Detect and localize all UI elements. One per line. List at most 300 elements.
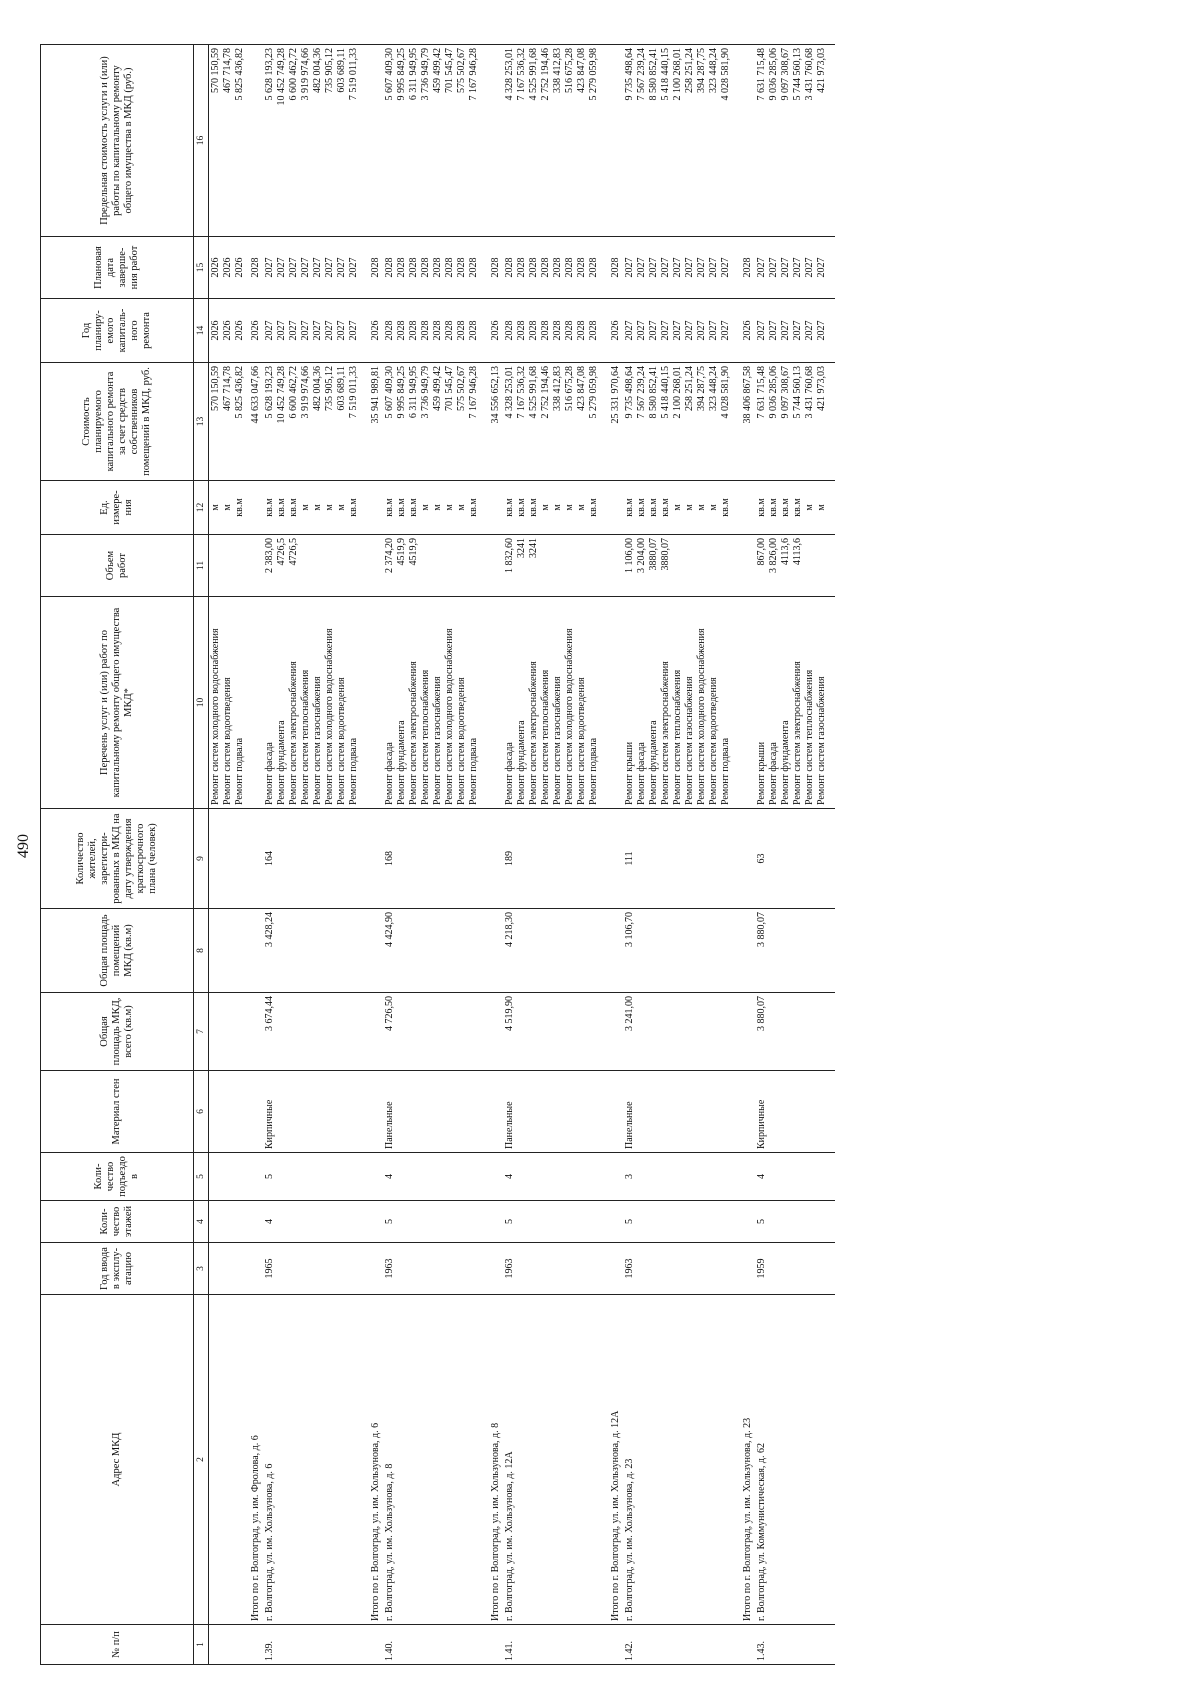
unit-value: кв.м bbox=[660, 498, 671, 517]
date-value-cell bbox=[503, 237, 601, 299]
date-value: 2027 bbox=[816, 257, 827, 278]
year-value: 2027 bbox=[816, 320, 827, 341]
column-header: Плановая дата заверше-ния работ bbox=[41, 237, 194, 299]
volume-value bbox=[432, 538, 444, 593]
work-item-cell bbox=[755, 597, 829, 809]
unit-value: м bbox=[576, 504, 587, 511]
work-item: Ремонт фасада bbox=[264, 742, 275, 805]
work-item: Ремонт систем водоотведения bbox=[708, 677, 719, 805]
area-total: 3 241,00 bbox=[623, 993, 733, 1071]
column-header: Год ввода в эксплу-атацию bbox=[41, 1243, 194, 1295]
work-item: Ремонт систем теплоснабжения bbox=[420, 669, 431, 805]
work-item: Ремонт систем холодного водоснабжения bbox=[696, 628, 707, 805]
entrances: 4 bbox=[755, 1153, 829, 1201]
total-date: 2028 bbox=[739, 237, 755, 299]
empty-cell bbox=[247, 1071, 263, 1153]
unit-value: кв.м bbox=[504, 498, 515, 517]
date-value-cell bbox=[623, 237, 733, 299]
area-rooms: 3 880,07 bbox=[755, 909, 829, 993]
limit-value: 3 431 760,68 bbox=[804, 48, 815, 101]
date-value: 2028 bbox=[420, 257, 431, 278]
unit-value: кв.м bbox=[384, 498, 395, 517]
date-value: 2027 bbox=[696, 257, 707, 278]
work-item: Ремонт систем электроснабжения bbox=[288, 661, 299, 805]
house-row bbox=[263, 45, 361, 1665]
unit-value: м bbox=[324, 504, 335, 511]
empty-cell bbox=[367, 1243, 383, 1295]
empty-cell bbox=[607, 45, 623, 237]
empty-cell bbox=[739, 909, 755, 993]
year-value-cell bbox=[755, 299, 829, 363]
unit-value: кв.м bbox=[648, 498, 659, 517]
work-item-cell bbox=[623, 597, 733, 809]
year-value: 2028 bbox=[540, 320, 551, 341]
unit-value: кв.м bbox=[636, 498, 647, 517]
cost-value: 5 744 560,13 bbox=[792, 366, 803, 419]
year-value: 2027 bbox=[324, 320, 335, 341]
date-value: 2028 bbox=[576, 257, 587, 278]
total-row bbox=[247, 45, 263, 1665]
empty-cell bbox=[829, 809, 835, 909]
limit-value: 5 825 436,82 bbox=[234, 48, 245, 101]
column-header: Общая площадь МКД, всего (кв.м) bbox=[41, 993, 194, 1071]
volume-value: 4726,5 bbox=[276, 538, 287, 566]
capital-repair-table bbox=[40, 44, 835, 1665]
total-year: 2026 bbox=[367, 299, 383, 363]
total-label: Итого по г. Волгоград, ул. им. Хользунова, д. 12А bbox=[607, 1295, 623, 1625]
cost-value: 423 847,08 bbox=[576, 366, 587, 411]
entrances: 5 bbox=[263, 1153, 361, 1201]
column-number: 13 bbox=[194, 363, 209, 481]
date-value: 2027 bbox=[780, 257, 791, 278]
limit-value-cell bbox=[503, 45, 601, 237]
column-header: Стоимость планируемого капитального ремонта за счет средств собственников помещений в МКД, руб. bbox=[41, 363, 194, 481]
limit-value: 7 631 715,48 bbox=[756, 48, 767, 101]
limit-value: 3 919 974,66 bbox=[300, 48, 311, 101]
cost-value: 459 499,42 bbox=[432, 366, 443, 411]
volume-value bbox=[816, 538, 828, 593]
total-cost: 35 941 989,81 bbox=[367, 363, 383, 481]
column-number: 5 bbox=[194, 1153, 209, 1201]
date-value: 2027 bbox=[636, 257, 647, 278]
total-cost: 34 556 652,13 bbox=[487, 363, 503, 481]
unit-value: кв.м bbox=[276, 498, 287, 517]
empty-cell bbox=[367, 45, 383, 237]
year-value: 2028 bbox=[576, 320, 587, 341]
limit-value: 7 519 011,33 bbox=[348, 48, 359, 101]
wall-material: Панельные bbox=[383, 1071, 481, 1153]
date-value: 2027 bbox=[336, 257, 347, 278]
empty-cell bbox=[247, 1625, 263, 1665]
area-rooms: 4 424,90 bbox=[383, 909, 481, 993]
volume-value: 3241 bbox=[528, 538, 539, 558]
house-row bbox=[623, 45, 733, 1665]
date-value: 2027 bbox=[648, 257, 659, 278]
area-rooms: 3 428,24 bbox=[263, 909, 361, 993]
work-item: Ремонт фасада bbox=[384, 742, 395, 805]
cost-value: 338 412,83 bbox=[552, 366, 563, 411]
limit-value: 7 167 536,32 bbox=[516, 48, 527, 101]
column-number: 6 bbox=[194, 1071, 209, 1153]
total-date: 2028 bbox=[247, 237, 263, 299]
empty-cell bbox=[367, 993, 383, 1071]
unit-value-cell bbox=[263, 481, 361, 535]
empty-cell bbox=[829, 1295, 835, 1625]
unit-value: м bbox=[684, 504, 695, 511]
date-value: 2027 bbox=[792, 257, 803, 278]
cost-value: 701 545,47 bbox=[444, 366, 455, 411]
cost-value: 3 431 760,68 bbox=[804, 366, 815, 419]
limit-value: 575 502,67 bbox=[456, 48, 467, 93]
house-row bbox=[503, 45, 601, 1665]
work-item: Ремонт фундамента bbox=[516, 720, 527, 805]
cost-value-cell bbox=[623, 363, 733, 481]
year-value: 2027 bbox=[348, 320, 359, 341]
empty-cell bbox=[829, 909, 835, 993]
total-date: 2028 bbox=[487, 237, 503, 299]
work-item: Ремонт систем теплоснабжения bbox=[804, 669, 815, 805]
cost-value-cell bbox=[503, 363, 601, 481]
total-label: Итого по г. Волгоград, ул. им. Хользунова, д. 6 bbox=[367, 1295, 383, 1625]
house-address: г. Волгоград, ул. Коммунистическая, д. 62 bbox=[755, 1295, 829, 1625]
empty-cell bbox=[739, 1153, 755, 1201]
cost-value: 6 600 462,72 bbox=[288, 366, 299, 419]
empty-cell bbox=[367, 1201, 383, 1243]
cost-value: 7 167 536,32 bbox=[516, 366, 527, 419]
wall-material: Панельные bbox=[503, 1071, 601, 1153]
empty-cell bbox=[487, 1201, 503, 1243]
total-row bbox=[739, 45, 755, 1665]
year-value: 2027 bbox=[624, 320, 635, 341]
unit-value-cell bbox=[503, 481, 601, 535]
date-value: 2028 bbox=[540, 257, 551, 278]
year-value: 2027 bbox=[264, 320, 275, 341]
cost-value: 3 736 949,79 bbox=[420, 366, 431, 419]
table-row bbox=[209, 45, 248, 1665]
cost-value: 323 448,24 bbox=[708, 366, 719, 411]
row-number: 1.43. bbox=[755, 1625, 829, 1665]
column-number: 16 bbox=[194, 45, 209, 237]
limit-value: 7 167 946,28 bbox=[468, 48, 479, 101]
area-rooms: 3 106,70 bbox=[623, 909, 733, 993]
unit-value: кв.м bbox=[588, 498, 599, 517]
limit-value: 6 311 949,95 bbox=[408, 48, 419, 101]
floors: 5 bbox=[623, 1201, 733, 1243]
volume-value bbox=[336, 538, 348, 593]
year-value: 2027 bbox=[672, 320, 683, 341]
entrances: 4 bbox=[503, 1153, 601, 1201]
total-label: Итого по г. Волгоград, ул. им. Хользунова, д. 23 bbox=[739, 1295, 755, 1625]
empty-cell bbox=[209, 1243, 248, 1295]
volume-value bbox=[300, 538, 312, 593]
limit-value: 467 714,78 bbox=[222, 48, 233, 93]
cost-value: 5 279 059,98 bbox=[588, 366, 599, 419]
work-item: Ремонт подвала bbox=[720, 737, 731, 805]
date-value-cell bbox=[209, 237, 248, 299]
empty-cell bbox=[829, 1201, 835, 1243]
empty-cell bbox=[739, 535, 755, 597]
limit-value: 7 567 239,24 bbox=[636, 48, 647, 101]
house-address: г. Волгоград, ул. им. Хользунова, д. 12А bbox=[503, 1295, 601, 1625]
page-number: 490 bbox=[15, 834, 32, 858]
work-item: Ремонт подвала bbox=[348, 737, 359, 805]
column-number: 4 bbox=[194, 1201, 209, 1243]
volume-value bbox=[456, 538, 468, 593]
work-item: Ремонт подвала bbox=[468, 737, 479, 805]
date-value: 2028 bbox=[384, 257, 395, 278]
year-built: 1959 bbox=[755, 1243, 829, 1295]
empty-cell bbox=[829, 363, 835, 481]
row-number: 1.41. bbox=[503, 1625, 601, 1665]
cost-value: 4 525 991,68 bbox=[528, 366, 539, 419]
unit-value: кв.м bbox=[468, 498, 479, 517]
unit-value: м bbox=[222, 504, 233, 511]
column-number: 14 bbox=[194, 299, 209, 363]
work-item: Ремонт систем водоотведения bbox=[456, 677, 467, 805]
volume-value bbox=[564, 538, 576, 593]
total-label: Итого по г. Волгоград, ул. им. Хользунова, д. 8 bbox=[487, 1295, 503, 1625]
cost-value: 10 452 749,28 bbox=[276, 366, 287, 424]
volume-value: 867,00 bbox=[756, 538, 767, 566]
floors: 5 bbox=[755, 1201, 829, 1243]
date-value: 2027 bbox=[300, 257, 311, 278]
volume-value bbox=[468, 538, 480, 593]
volume-value: 3880,07 bbox=[660, 538, 671, 571]
area-total: 4 726,50 bbox=[383, 993, 481, 1071]
column-header: Коли-чество подъездо в bbox=[41, 1153, 194, 1201]
year-value-cell bbox=[503, 299, 601, 363]
cost-value: 7 631 715,48 bbox=[756, 366, 767, 419]
date-value-cell bbox=[755, 237, 829, 299]
date-value: 2027 bbox=[756, 257, 767, 278]
work-item: Ремонт крыши bbox=[756, 741, 767, 805]
empty-cell bbox=[247, 597, 263, 809]
total-cost: 25 331 970,64 bbox=[607, 363, 623, 481]
year-built: 1965 bbox=[263, 1243, 361, 1295]
volume-value bbox=[684, 538, 696, 593]
volume-value: 4519,9 bbox=[408, 538, 419, 566]
work-item: Ремонт подвала bbox=[588, 737, 599, 805]
cost-value: 258 251,24 bbox=[684, 366, 695, 411]
limit-value-cell bbox=[755, 45, 829, 237]
unit-value: м bbox=[456, 504, 467, 511]
volume-value: 3241 bbox=[516, 538, 527, 558]
limit-value: 423 847,08 bbox=[576, 48, 587, 93]
empty-cell bbox=[829, 597, 835, 809]
work-item: Ремонт систем холодного водоснабжения bbox=[324, 628, 335, 805]
cost-value: 421 973,03 bbox=[816, 366, 827, 411]
floors: 5 bbox=[383, 1201, 481, 1243]
year-value: 2026 bbox=[210, 320, 221, 341]
limit-value: 10 452 749,28 bbox=[276, 48, 287, 106]
volume-value bbox=[552, 538, 564, 593]
year-value: 2028 bbox=[444, 320, 455, 341]
empty-cell bbox=[739, 1625, 755, 1665]
empty-cell bbox=[739, 45, 755, 237]
work-item: Ремонт систем газоснабжения bbox=[684, 676, 695, 805]
column-number-row bbox=[194, 45, 209, 1665]
unit-value: м bbox=[552, 504, 563, 511]
year-value: 2028 bbox=[396, 320, 407, 341]
empty-cell bbox=[209, 1153, 248, 1201]
empty-cell bbox=[829, 1071, 835, 1153]
limit-value: 5 744 560,13 bbox=[792, 48, 803, 101]
limit-value: 5 628 193,23 bbox=[264, 48, 275, 101]
column-header: Предельная стоимость услуги и (или) работы по капитальному ремонту общего имущества в МКД (руб.) bbox=[41, 45, 194, 237]
limit-value: 9 097 308,67 bbox=[780, 48, 791, 101]
date-value: 2027 bbox=[312, 257, 323, 278]
total-row bbox=[367, 45, 383, 1665]
unit-value: м bbox=[300, 504, 311, 511]
floors: 5 bbox=[503, 1201, 601, 1243]
area-rooms: 4 218,30 bbox=[503, 909, 601, 993]
limit-value: 4 028 581,90 bbox=[720, 48, 731, 101]
empty-cell bbox=[247, 809, 263, 909]
unit-value: м bbox=[210, 504, 221, 511]
empty-cell bbox=[607, 909, 623, 993]
year-value: 2026 bbox=[234, 320, 245, 341]
cost-value: 5 825 436,82 bbox=[234, 366, 245, 419]
work-item: Ремонт систем газоснабжения bbox=[432, 676, 443, 805]
empty-cell bbox=[829, 237, 835, 299]
volume-value: 1 106,00 bbox=[624, 538, 635, 573]
empty-cell bbox=[739, 1201, 755, 1243]
date-value: 2028 bbox=[552, 257, 563, 278]
unit-value: кв.м bbox=[396, 498, 407, 517]
date-value: 2027 bbox=[348, 257, 359, 278]
work-item: Ремонт систем холодного водоснабжения bbox=[564, 628, 575, 805]
empty-cell bbox=[247, 535, 263, 597]
column-number: 3 bbox=[194, 1243, 209, 1295]
limit-value: 9 735 498,64 bbox=[624, 48, 635, 101]
limit-value: 701 545,47 bbox=[444, 48, 455, 93]
date-value: 2028 bbox=[528, 257, 539, 278]
cost-value: 482 004,36 bbox=[312, 366, 323, 411]
date-value: 2027 bbox=[804, 257, 815, 278]
house-address: г. Волгоград, ул. им. Хользунова, д. 6 bbox=[263, 1295, 361, 1625]
unit-value: м bbox=[564, 504, 575, 511]
year-value: 2027 bbox=[792, 320, 803, 341]
column-number: 11 bbox=[194, 535, 209, 597]
column-header: Перечень услуг и (или) работ по капитальному ремонту общего имущества МКД* bbox=[41, 597, 194, 809]
empty-cell bbox=[829, 481, 835, 535]
empty-cell bbox=[209, 1295, 248, 1625]
unit-value: м bbox=[672, 504, 683, 511]
cost-value: 516 675,28 bbox=[564, 366, 575, 411]
column-number: 9 bbox=[194, 809, 209, 909]
year-value-cell bbox=[209, 299, 248, 363]
residents: 189 bbox=[503, 809, 601, 909]
limit-value: 5 607 409,30 bbox=[384, 48, 395, 101]
limit-value: 735 905,12 bbox=[324, 48, 335, 93]
empty-cell bbox=[367, 1071, 383, 1153]
unit-value-cell bbox=[383, 481, 481, 535]
unit-value: кв.м bbox=[516, 498, 527, 517]
work-item-cell bbox=[263, 597, 361, 809]
total-date: 2028 bbox=[607, 237, 623, 299]
column-number: 10 bbox=[194, 597, 209, 809]
residents: 111 bbox=[623, 809, 733, 909]
area-total: 4 519,90 bbox=[503, 993, 601, 1071]
cost-value: 2 752 194,46 bbox=[540, 366, 551, 419]
work-item: Ремонт фасада bbox=[768, 742, 779, 805]
date-value: 2028 bbox=[588, 257, 599, 278]
limit-value: 9 995 849,25 bbox=[396, 48, 407, 101]
empty-cell bbox=[247, 1201, 263, 1243]
cost-value: 7 519 011,33 bbox=[348, 366, 359, 419]
column-number: 8 bbox=[194, 909, 209, 993]
year-value: 2028 bbox=[420, 320, 431, 341]
house-row bbox=[755, 45, 829, 1665]
empty-cell bbox=[829, 1153, 835, 1201]
year-value: 2028 bbox=[408, 320, 419, 341]
year-value-cell bbox=[383, 299, 481, 363]
empty-cell bbox=[607, 1201, 623, 1243]
year-value: 2028 bbox=[552, 320, 563, 341]
spacer-row bbox=[829, 45, 835, 1665]
volume-value: 1 832,60 bbox=[504, 538, 515, 573]
work-item: Ремонт систем электроснабжения bbox=[528, 661, 539, 805]
limit-value: 338 412,83 bbox=[552, 48, 563, 93]
year-value: 2027 bbox=[720, 320, 731, 341]
unit-value: кв.м bbox=[528, 498, 539, 517]
volume-value: 4113,6 bbox=[792, 538, 803, 566]
residents: 168 bbox=[383, 809, 481, 909]
empty-cell bbox=[487, 481, 503, 535]
limit-value: 3 736 949,79 bbox=[420, 48, 431, 101]
empty-cell bbox=[209, 1201, 248, 1243]
volume-value: 2 383,00 bbox=[264, 538, 275, 573]
work-item: Ремонт систем теплоснабжения bbox=[300, 669, 311, 805]
empty-cell bbox=[739, 481, 755, 535]
total-date: 2028 bbox=[367, 237, 383, 299]
limit-value-cell bbox=[383, 45, 481, 237]
entrances: 3 bbox=[623, 1153, 733, 1201]
date-value: 2028 bbox=[444, 257, 455, 278]
cost-value: 570 150,59 bbox=[210, 366, 221, 411]
year-value: 2028 bbox=[588, 320, 599, 341]
house-address: г. Волгоград, ул. им. Хользунова, д. 8 bbox=[383, 1295, 481, 1625]
empty-cell bbox=[247, 1153, 263, 1201]
volume-value bbox=[444, 538, 456, 593]
year-built: 1963 bbox=[623, 1243, 733, 1295]
limit-value: 4 525 991,68 bbox=[528, 48, 539, 101]
limit-value: 421 973,03 bbox=[816, 48, 827, 93]
limit-value: 516 675,28 bbox=[564, 48, 575, 93]
work-item-cell bbox=[383, 597, 481, 809]
volume-value bbox=[324, 538, 336, 593]
limit-value: 603 689,11 bbox=[336, 48, 347, 93]
empty-cell bbox=[367, 809, 383, 909]
cost-value: 603 689,11 bbox=[336, 366, 347, 411]
work-item: Ремонт фасада bbox=[504, 742, 515, 805]
empty-cell bbox=[487, 1071, 503, 1153]
limit-value: 6 600 462,72 bbox=[288, 48, 299, 101]
cost-value: 575 502,67 bbox=[456, 366, 467, 411]
column-header: Количество жителей, зарегистри-рованных в МКД на дату утверждения краткосрочного плана (человек) bbox=[41, 809, 194, 909]
empty-cell bbox=[607, 597, 623, 809]
column-header: Коли-чество этажей bbox=[41, 1201, 194, 1243]
date-value: 2027 bbox=[720, 257, 731, 278]
date-value: 2027 bbox=[288, 257, 299, 278]
empty-cell bbox=[367, 535, 383, 597]
unit-value: кв.м bbox=[408, 498, 419, 517]
column-number: 12 bbox=[194, 481, 209, 535]
year-value: 2027 bbox=[660, 320, 671, 341]
date-value: 2026 bbox=[234, 257, 245, 278]
date-value: 2027 bbox=[276, 257, 287, 278]
column-header: Общая площадь помещений МКД (кв.м) bbox=[41, 909, 194, 993]
